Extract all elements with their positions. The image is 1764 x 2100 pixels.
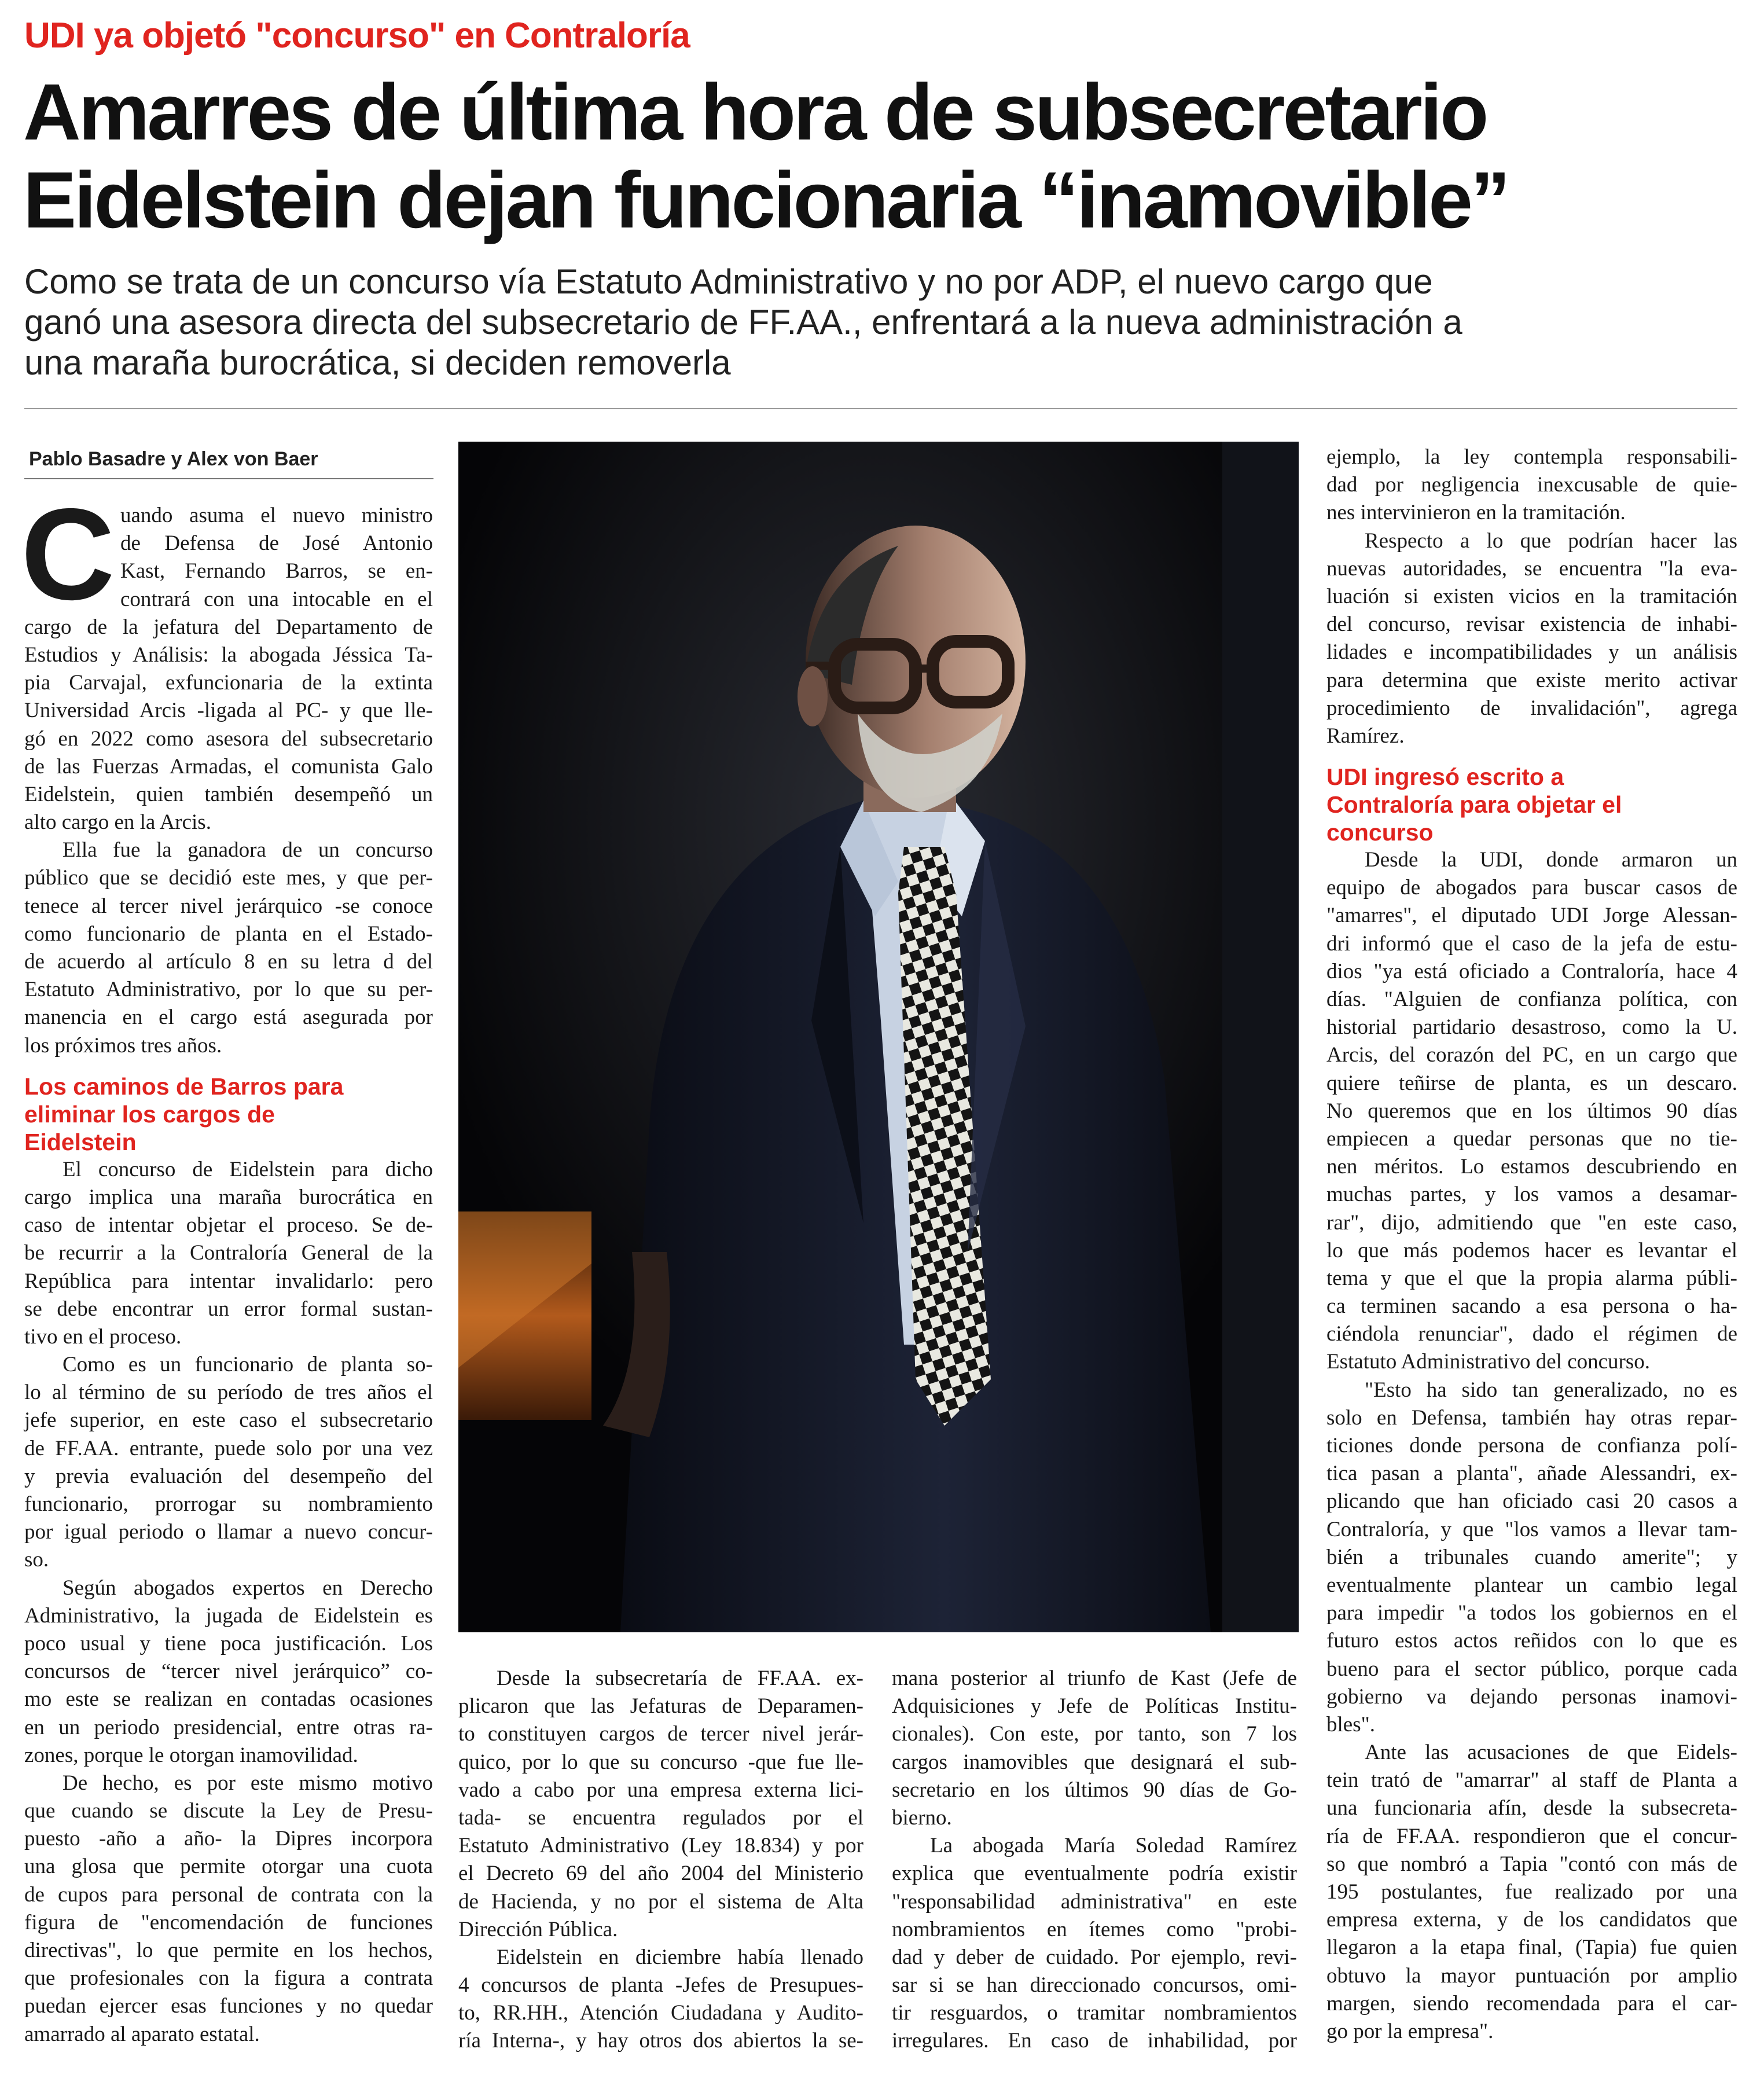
text-line: para determina que existe merito activar: [1326, 668, 1737, 692]
text-line: amarrado al aparato estatal.: [24, 2022, 260, 2046]
text-line: y previa evaluación del desempeño del: [24, 1464, 433, 1488]
text-line: ticiones donde persona de confianza polí-: [1326, 1434, 1737, 1457]
text-line: Estatuto Administrativo (Ley 18.834) y por: [458, 1834, 863, 1858]
text-line: historial partidario desastroso, como la U.: [1326, 1015, 1737, 1040]
text-line: días. "Alguien de confianza política, con: [1326, 987, 1737, 1011]
text-line: explica que eventualmente podría existir: [892, 1862, 1297, 1886]
text-line: Eidelstein, quien también desempeñó un: [24, 782, 433, 806]
text-line: pia Carvajal, exfuncionaria de la extinta: [24, 671, 433, 695]
text-line: so que nombró a Tapia "contó con más de: [1326, 1852, 1737, 1876]
text-line: como funcionario de planta en el Estado-: [24, 921, 433, 946]
text-line: que cuando se discute la Ley de Presu-: [24, 1799, 433, 1823]
text-line: futuro estos actos reñidos con lo que es: [1326, 1629, 1737, 1653]
text-line: go por la empresa".: [1326, 2019, 1494, 2043]
text-line: tema y que el que la propia alarma públi-: [1326, 1266, 1737, 1290]
text-line: de cupos para personal de contrata con la: [24, 1882, 433, 1907]
subheading: UDI ingresó escrito a: [1326, 763, 1564, 791]
text-line: poco usual y tiene poca justificación. Los: [24, 1631, 433, 1655]
text-line: tada- se encuentra regulados por el: [458, 1805, 863, 1830]
text-line: La abogada María Soledad Ramírez: [930, 1834, 1297, 1858]
text-line: equipo de abogados para buscar casos de: [1326, 876, 1737, 900]
text-line: bueno para el sector público, porque cada: [1326, 1657, 1737, 1681]
text-line: jefe superior, en este caso el subsecretario: [24, 1408, 433, 1433]
text-line: empiecen a quedar personas que no tie-: [1326, 1126, 1737, 1151]
text-line: una glosa que permite otorgar una cuota: [24, 1855, 433, 1879]
text-line: margen, siendo recomendada para el car-: [1326, 1991, 1737, 2015]
text-line: Respecto a lo que podrían hacer las: [1365, 528, 1737, 553]
text-line: obtuvo la mayor puntuación por amplio: [1326, 1963, 1737, 1988]
text-line: so.: [24, 1548, 49, 1572]
text-line: Según abogados expertos en Derecho: [63, 1576, 433, 1600]
text-line: empresa externa, y de los candidatos que: [1326, 1908, 1737, 1932]
text-line: gó en 2022 como asesora del subsecretario: [24, 726, 433, 751]
text-line: "Esto ha sido tan generalizado, no es: [1365, 1378, 1737, 1402]
text-line: lidades e incompatibilidades y un análisis: [1326, 640, 1737, 664]
text-line: de acuerdo al artículo 8 en su letra d del: [24, 950, 433, 974]
text-line: para impedir "a todos los gobiernos en el: [1326, 1601, 1737, 1625]
text-line: ría Interna-, y hay otros dos abiertos la se-: [458, 2029, 863, 2053]
text-line: cargos inamovibles que designará el sub-: [892, 1750, 1297, 1774]
text-line: dri informó que el caso de la jefa de estu-: [1326, 931, 1737, 956]
text-line: plicando que han oficiado casi 20 casos a: [1326, 1489, 1737, 1514]
text-line: ca terminen sacando a esa persona o ha-: [1326, 1294, 1737, 1319]
text-line: mana posterior al triunfo de Kast (Jefe de: [892, 1666, 1297, 1690]
text-line: Estatuto Administrativo del concurso.: [1326, 1350, 1651, 1374]
text-line: nen méritos. Lo estamos descubriendo en: [1326, 1155, 1737, 1179]
deck-line: ganó una asesora directa del subsecretario de FF.AA., enfrentará a la nueva administración a: [24, 303, 1462, 342]
headline: [23, 68, 1701, 244]
column-3: [892, 1665, 1297, 2055]
text-line: tica pasan a planta", añade Alessandri, ex-: [1326, 1462, 1737, 1486]
text-line: Ramírez.: [1326, 724, 1405, 748]
text-line: Adquisiciones y Jefe de Políticas Institu-: [892, 1694, 1297, 1719]
text-line: directivas", lo que permite en los hechos,: [24, 1939, 433, 1962]
text-line: Desde la UDI, donde armaron un: [1365, 848, 1737, 872]
text-line: 4 concursos de planta -Jefes de Presupues-: [458, 1973, 863, 1998]
text-line: lo al término de su período de tres años el: [24, 1381, 433, 1405]
text-line: ría de FF.AA. respondieron que el concur-: [1326, 1824, 1737, 1848]
text-line: que profesionales con la figura a contrata: [24, 1966, 433, 1991]
text-line: nes intervinieron en la tramitación.: [1326, 501, 1626, 525]
text-line: lo que más podemos hacer es levantar el: [1326, 1238, 1737, 1262]
text-line: El concurso de Eidelstein para dicho: [63, 1157, 433, 1181]
text-line: nuevas autoridades, se encuentra "la eva-: [1326, 556, 1737, 581]
text-line: Como es un funcionario de planta so-: [63, 1353, 433, 1377]
byline: Pablo Basadre y Alex von Baer: [29, 448, 318, 470]
text-line: bién a tribunales cuando amerite"; y: [1326, 1545, 1737, 1569]
text-line: puedan ejercer esas funciones y no quedar: [24, 1994, 433, 2018]
text-line: Dirección Pública.: [458, 1917, 618, 1941]
column-1: [24, 502, 433, 2048]
text-line: bierno.: [892, 1805, 952, 1830]
text-line: manencia en el cargo está asegurada por: [24, 1005, 433, 1030]
text-line: de FF.AA. entrante, puede solo por una vez: [24, 1436, 433, 1460]
text-line: eventualmente plantear un cambio legal: [1326, 1573, 1737, 1597]
text-line: tein trató de "amarrar" al staff de Planta a: [1326, 1768, 1737, 1793]
text-line: llegaron a la etapa final, (Tapia) fue quien: [1326, 1936, 1737, 1960]
text-line: No queremos que en los últimos 90 días: [1326, 1099, 1737, 1123]
text-line: se debe encontrar un error formal sustan-: [24, 1297, 433, 1321]
text-line: Desde la subsecretaría de FF.AA. ex-: [497, 1666, 863, 1690]
text-line: Administrativo, la jugada de Eidelstein es: [24, 1603, 433, 1628]
text-line: to constituyen cargos de tercer nivel jerár-: [458, 1722, 863, 1746]
text-line: los próximos tres años.: [24, 1033, 222, 1058]
text-line: De hecho, es por este mismo motivo: [63, 1771, 433, 1795]
text-line: procedimiento de invalidación", agrega: [1326, 696, 1737, 720]
text-line: Ella fue la ganadora de un concurso: [63, 838, 433, 862]
text-line: figura de "encomendación de funciones: [24, 1910, 433, 1934]
text-line: el Decreto 69 del año 2004 del Ministerio: [458, 1862, 863, 1886]
subheading: eliminar los cargos de: [24, 1100, 275, 1128]
text-line: caso de intentar objetar el proceso. Se de-: [24, 1213, 433, 1238]
text-line: to, RR.HH., Atención Ciudadana y Audito-: [458, 2001, 863, 2025]
subheading: Contraloría para objetar el: [1326, 791, 1622, 818]
text-line: funcionario, prorrogar su nombramiento: [24, 1492, 433, 1516]
portrait-photo-graphic: [458, 442, 1299, 1632]
text-line: sar si se han direccionado concursos, omi-: [892, 1973, 1297, 1998]
text-line: 195 postulantes, fue realizado por una: [1326, 1880, 1737, 1904]
text-line: dios "ya está oficiado a Contraloría, hace 4: [1326, 959, 1737, 983]
text-line: por igual periodo o llamar a nuevo concur-: [24, 1520, 433, 1544]
text-line: uando asuma el nuevo ministro: [120, 504, 433, 527]
subheading: Los caminos de Barros para: [24, 1073, 344, 1100]
headline-line: Amarres de última hora de subsecretario: [23, 68, 1487, 157]
deck: [24, 262, 1737, 383]
text-line: solo en Defensa, también hay otras repar-: [1326, 1405, 1737, 1430]
text-line: tir resguardos, o tramitar nombramientos: [892, 2001, 1297, 2025]
text-line: de Hacienda, y no por el sistema de Alta: [458, 1889, 863, 1914]
subheading: concurso: [1326, 819, 1434, 846]
text-line: puesto -año a año- la Dipres incorpora: [24, 1827, 433, 1851]
text-line: cargo implica una maraña burocrática en: [24, 1185, 433, 1209]
text-line: rar", dijo, admitiendo que "en este caso,: [1326, 1210, 1737, 1235]
text-line: de las Fuerzas Armadas, el comunista Galo: [24, 754, 433, 779]
text-line: República para intentar invalidarlo: pero: [24, 1269, 433, 1293]
text-line: en un periodo presidencial, entre otras ra-: [24, 1715, 433, 1739]
text-line: cionales). Con este, por tanto, son 7 los: [892, 1722, 1297, 1746]
text-line: contrará con una intocable en el: [120, 587, 433, 611]
text-line: quico, por lo que su concurso -que fue lle-: [458, 1750, 863, 1774]
text-line: zones, porque le otorgan inamovilidad.: [24, 1743, 358, 1767]
text-line: Estatuto Administrativo, por lo que su per-: [24, 978, 433, 1002]
text-line: Contraloría, y que "los vamos a llevar tam-: [1326, 1517, 1737, 1541]
text-line: del concurso, revisar existencia de inhabi-: [1326, 612, 1737, 637]
text-line: secretario en los últimos 90 días de Go-: [892, 1778, 1297, 1802]
text-line: "responsabilidad administrativa" en este: [892, 1889, 1297, 1914]
text-line: tivo en el proceso.: [24, 1324, 182, 1349]
text-line: tenece al tercer nivel jerárquico -se conoce: [24, 894, 433, 918]
text-line: nombramientos en ítemes como "probi-: [892, 1917, 1297, 1941]
text-line: dad y deber de cuidado. Por ejemplo, revi-: [892, 1945, 1297, 1969]
text-line: "amarres", el diputado UDI Jorge Alessan-: [1326, 904, 1737, 928]
text-line: bles".: [1326, 1712, 1375, 1736]
portrait-photo: [458, 442, 1299, 1632]
subheading: Eidelstein: [24, 1128, 137, 1155]
text-line: ejemplo, la ley contempla responsabili-: [1326, 445, 1737, 469]
text-line: dad por negligencia inexcusable de quie-: [1326, 473, 1737, 497]
text-line: ciéndola renunciar", dado el régimen de: [1326, 1322, 1737, 1346]
text-line: concursos de “tercer nivel jerárquico” co-: [24, 1660, 433, 1684]
text-line: mo este se realizan en contadas ocasiones: [24, 1687, 433, 1712]
text-line: Universidad Arcis -ligada al PC- y que lle-: [24, 699, 433, 723]
text-line: vado a cabo por una empresa externa lici-: [458, 1778, 863, 1802]
text-line: muchas partes, y los vamos a desamar-: [1326, 1183, 1737, 1207]
byline-rule: [24, 478, 433, 479]
deck-line: Como se trata de un concurso vía Estatuto Administrativo y no por ADP, el nuevo cargo que: [24, 262, 1433, 301]
column-2: [458, 1665, 863, 2055]
text-line: Arcis, del corazón del PC, en un cargo que: [1326, 1043, 1737, 1067]
text-line: Eidelstein en diciembre había llenado: [497, 1945, 863, 1969]
text-line: público que se decidió este mes, y que per-: [24, 866, 433, 890]
text-line: Kast, Fernando Barros, se en-: [120, 559, 433, 583]
text-line: quiere teñirse de planta, es un descaro.: [1326, 1071, 1737, 1095]
text-line: irregulares. En caso de inhabilidad, por: [892, 2029, 1297, 2053]
text-line: Estudios y Análisis: la abogada Jéssica Ta-: [24, 643, 433, 667]
divider: [24, 408, 1737, 409]
text-line: cargo de la jefatura del Departamento de: [24, 615, 433, 639]
column-4: [1326, 443, 1737, 2046]
text-line: una funcionaria afín, desde la subsecreta-: [1326, 1796, 1737, 1820]
text-line: gobierno va dejando personas inamovi-: [1326, 1684, 1737, 1709]
headline-line: Eidelstein dejan funcionaria “inamovible”: [23, 156, 1508, 245]
text-line: luación si existen vicios en la tramitación: [1326, 584, 1737, 608]
text-line: be recurrir a la Contraloría General de la: [24, 1241, 433, 1265]
drop-cap: C: [21, 481, 115, 627]
text-line: de Defensa de José Antonio: [120, 531, 433, 556]
kicker: UDI ya objetó "concurso" en Contraloría: [24, 16, 690, 56]
text-line: alto cargo en la Arcis.: [24, 810, 211, 835]
deck-line: una maraña burocrática, si deciden removerla: [24, 343, 731, 382]
text-line: plicaron que las Jefaturas de Deparamen-: [458, 1694, 863, 1719]
text-line: Ante las acusaciones de que Eidels-: [1365, 1741, 1737, 1765]
